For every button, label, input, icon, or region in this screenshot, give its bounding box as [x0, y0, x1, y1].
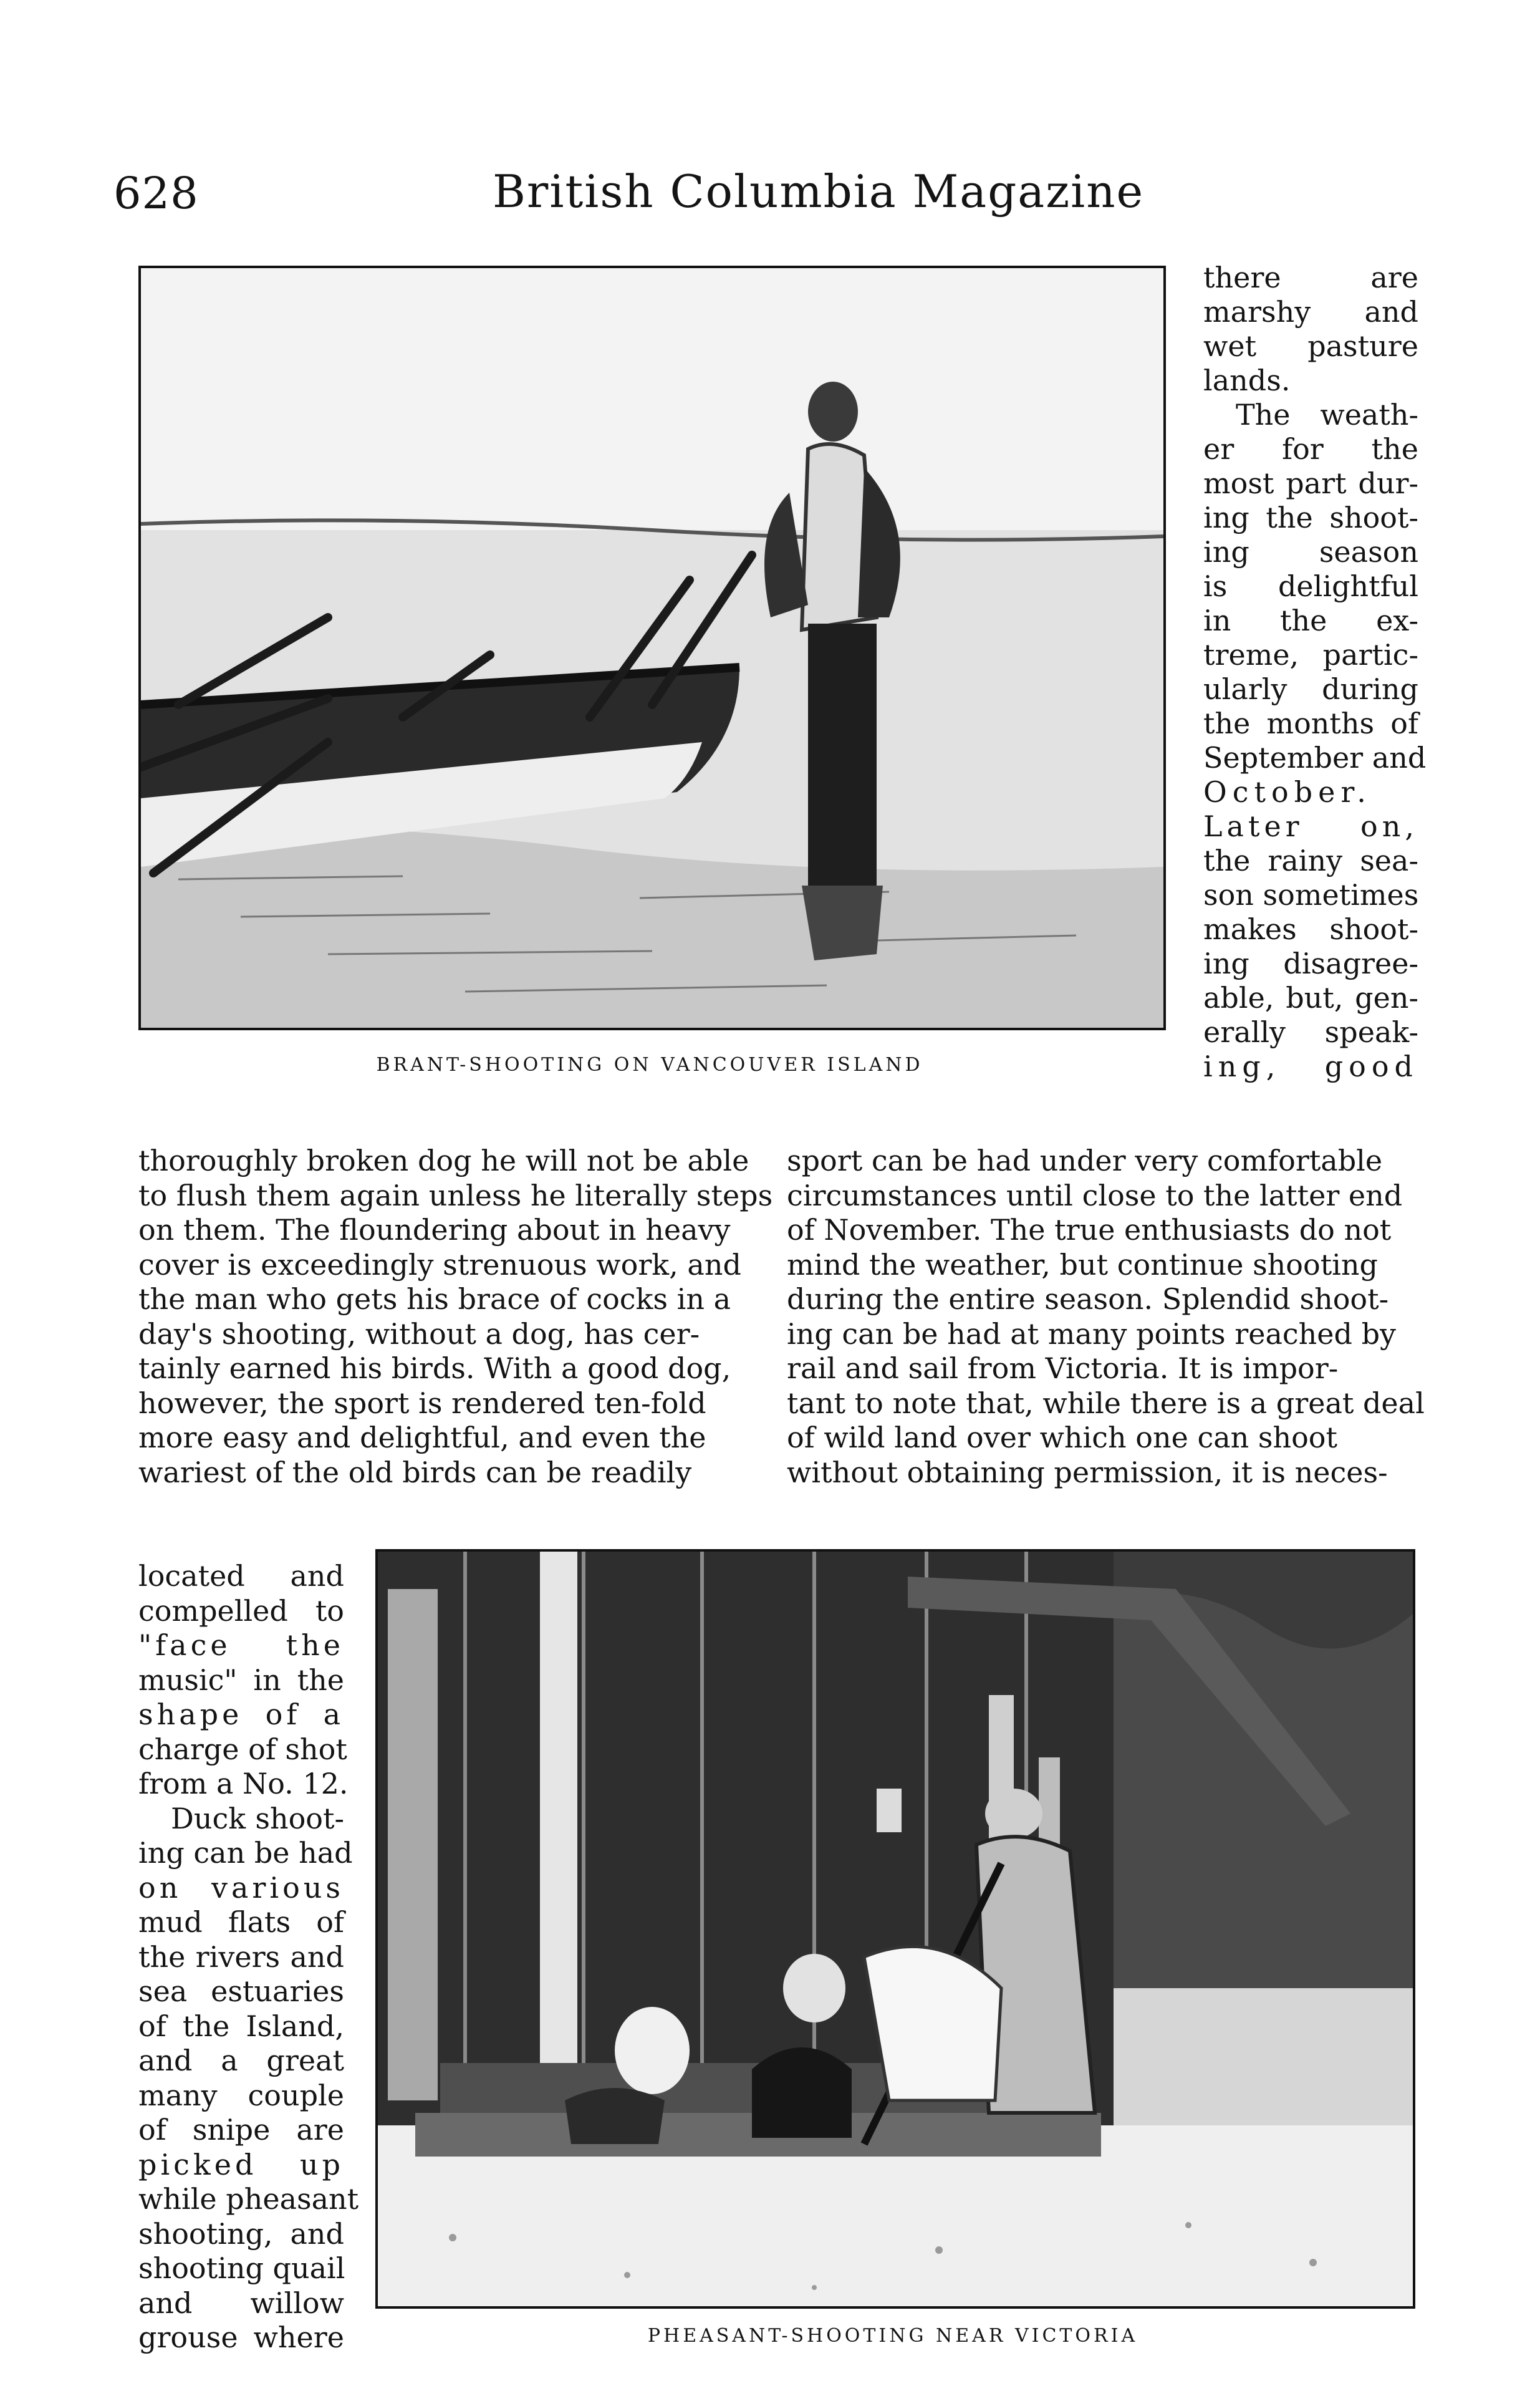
text-line: more easy and delightful, and even the: [138, 1421, 706, 1454]
text-line: tainly earned his birds. With a good dog,: [138, 1351, 731, 1385]
text-line: wariest of the old birds can be readily: [138, 1455, 692, 1489]
text-line: in the ex-: [1203, 604, 1418, 637]
text-line: grouse where: [138, 2321, 344, 2354]
text-line: shooting quail: [138, 2251, 345, 2285]
text-line: of November. The true enthusiasts do not: [787, 1213, 1392, 1247]
text-line: ing the shoot-: [1203, 501, 1418, 534]
page-number: 628: [113, 168, 199, 219]
text-line: mud flats of: [138, 1905, 344, 1939]
text-line: wet pasture: [1203, 329, 1418, 363]
text-line: on them. The floundering about in heavy: [138, 1213, 731, 1247]
text-line: lands.: [1203, 364, 1291, 397]
text-column-left-narrow: [138, 1559, 359, 2355]
text-line: of snipe are: [138, 2113, 344, 2147]
caption-top-photo: BRANT-SHOOTING ON VANCOUVER ISLAND: [376, 1054, 923, 1076]
text-line: er for the: [1203, 432, 1418, 466]
text-line: cover is exceedingly strenuous work, and: [138, 1247, 741, 1282]
brant-shooting-illustration: [141, 268, 1163, 1028]
text-line: day's shooting, without a dog, has cer-: [138, 1316, 700, 1351]
text-line: during the entire season. Splendid shoot-: [787, 1282, 1389, 1316]
text-line: while pheasant: [138, 2182, 359, 2216]
text-line: sport can be had under very comfortable: [787, 1144, 1383, 1177]
text-line: makes shoot-: [1203, 912, 1418, 946]
text-line: of wild land over which one can shoot: [787, 1421, 1337, 1454]
text-line: thoroughly broken dog he will not be able: [138, 1144, 749, 1177]
text-line: and a great: [138, 2044, 344, 2077]
photo-brant-shooting: [138, 266, 1166, 1030]
text-line: ing, good: [1203, 1050, 1418, 1083]
text-line: however, the sport is rendered ten-fold: [138, 1386, 706, 1420]
text-line: September and: [1203, 741, 1427, 775]
text-line: and willow: [138, 2286, 344, 2320]
text-line: there are: [1203, 261, 1418, 294]
text-line: shooting, and: [138, 2216, 344, 2251]
text-line: located and: [138, 1559, 344, 1593]
text-line: son sometimes: [1203, 878, 1419, 912]
text-line: the man who gets his brace of cocks in a: [138, 1282, 731, 1316]
text-line: is delightful: [1203, 569, 1418, 603]
text-line: the months of: [1203, 707, 1418, 740]
text-line: picked up: [138, 2147, 344, 2181]
text-line: without obtaining permission, it is neces-: [787, 1455, 1388, 1489]
running-head: British Columbia Magazine: [493, 165, 1145, 218]
text-line: shape of a: [138, 1698, 344, 1731]
text-line: rail and sail from Victoria. It is impor-: [787, 1351, 1339, 1385]
text-line: of the Island,: [138, 2009, 344, 2043]
text-line: to flush them again unless he literally steps: [138, 1178, 773, 1212]
text-line: October.: [1203, 775, 1372, 809]
text-line: charge of shot: [138, 1732, 347, 1766]
text-line: erally speak-: [1203, 1015, 1418, 1049]
text-line: the rainy sea-: [1203, 844, 1418, 877]
text-column-right-narrow: [1203, 261, 1427, 1084]
text-line: ularly during: [1203, 672, 1418, 706]
photo-pheasant-shooting: [375, 1549, 1415, 2309]
text-column-right-full: [787, 1144, 1425, 1490]
text-line: from a No. 12.: [138, 1767, 349, 1800]
text-line: able, but, gen-: [1203, 981, 1418, 1015]
text-column-left-full: [138, 1144, 773, 1490]
pheasant-shooting-illustration: [378, 1552, 1413, 2306]
text-line: circumstances until close to the latter end: [787, 1178, 1403, 1212]
caption-bottom-photo: PHEASANT-SHOOTING NEAR VICTORIA: [647, 2325, 1138, 2347]
text-line: tant to note that, while there is a great deal: [787, 1386, 1425, 1420]
text-line: the rivers and: [138, 1940, 344, 1974]
text-line: ing season: [1203, 535, 1418, 569]
text-line: music" in the: [138, 1663, 344, 1697]
text-line: most part dur-: [1203, 466, 1418, 500]
text-line: mind the weather, but continue shooting: [787, 1247, 1378, 1282]
text-line: Later on,: [1203, 809, 1418, 843]
text-line: Duck shoot-: [171, 1801, 344, 1835]
text-line: The weath-: [1236, 398, 1418, 432]
text-line: many couple: [138, 2078, 344, 2112]
text-line: on various: [138, 1870, 344, 1905]
text-line: ing can be had: [138, 1836, 353, 1870]
text-line: ing can be had at many points reached by: [787, 1316, 1397, 1351]
text-line: compelled to: [138, 1593, 344, 1628]
text-line: marshy and: [1203, 295, 1418, 329]
text-line: sea estuaries: [138, 1974, 344, 2008]
text-line: treme, partic-: [1203, 638, 1418, 672]
text-line: "face the: [138, 1628, 344, 1662]
text-line: ing disagree-: [1203, 947, 1418, 980]
